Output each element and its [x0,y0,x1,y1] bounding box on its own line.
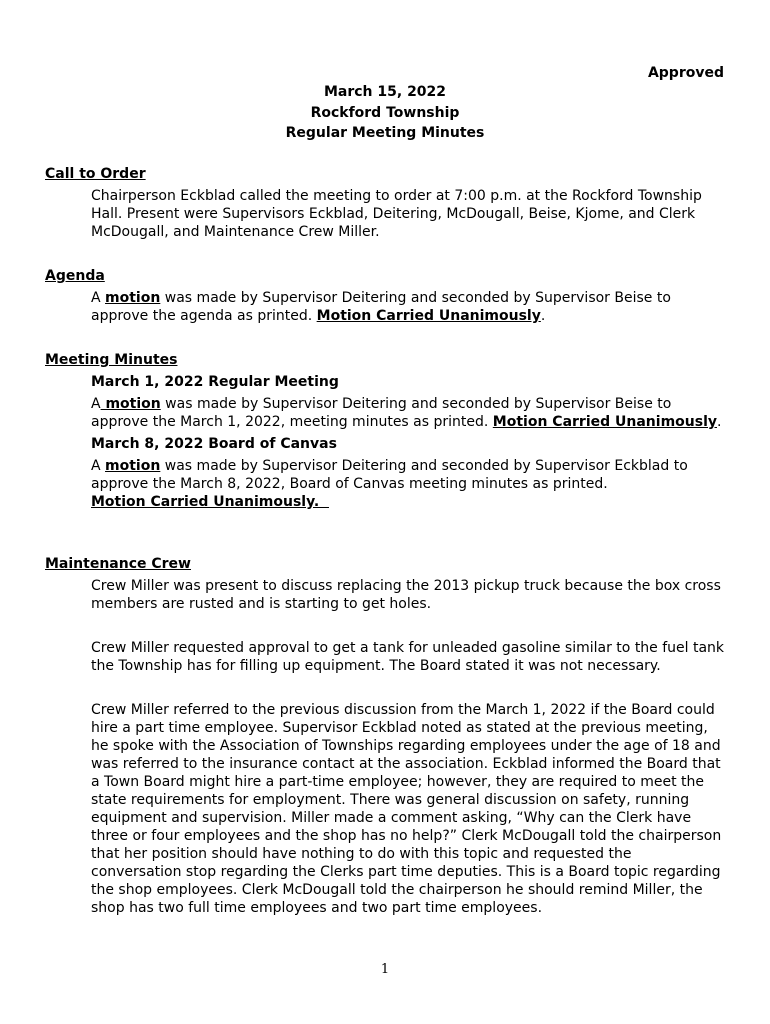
motion-word: motion [105,290,161,306]
section-call-to-order [45,165,725,241]
motion-carried: Motion Carried Unanimously. [91,494,329,510]
motion-carried: Motion Carried Unanimously [492,414,717,430]
motion-carried: Motion Carried Unanimously [316,308,541,324]
maintenance-paragraph-3: Crew Miller referred to the previous discussion from the March 1, 2022 if the Board could hire a part time employee. Supervisor Eckblad noted as stated at the previous meeting, he spoke with the Association of Townships regarding employees under the age of 18 and was referred to the insurance contact at the association. Eckblad informed the Board that a Town Board might hire a part-time employee; however, they are required to meet the state requirements for employment. There was general discussion on safety, running equipment and supervision. Miller made a comment asking, “Why can the Clerk have three or four employees and the shop has no help?” Clerk McDougall told the chairperson that her position should have nothing to do with this topic and requested the conversation stop regarding the Clerks part time deputies. This is a Board topic regarding the shop employees. Clerk McDougall told the chairperson he should remind Miller, the shop has two full time employees and two part time employees. [91,702,722,916]
approval-status: Approved [647,65,724,81]
document-title: Regular Meeting Minutes [285,125,485,141]
subheading-march-8: March 8, 2022 Board of Canvas [91,436,337,452]
agenda-motion-text: A motion was made by Supervisor Deitering and seconded by Supervisor Beise to approve the agenda as printed. Motion Carried Unanimously. [91,290,671,324]
section-heading: Maintenance Crew [45,556,191,572]
organization-name: Rockford Township [310,104,460,121]
section-maintenance-crew [45,555,725,917]
section-heading: Call to Order [45,166,146,182]
maintenance-paragraph-2: Crew Miller requested approval to get a tank for unleaded gasoline similar to the fuel tank the Township has for filling up equipment. The Board stated it was not necessary. [91,640,725,674]
section-heading: Agenda [45,268,105,284]
march-1-motion-text: A motion was made by Supervisor Deitering and seconded by Supervisor Beise to approve the March 1, 2022, meeting minutes as printed. Motion Carried Unanimously. [91,396,722,430]
section-heading: Meeting Minutes [45,352,178,368]
page-number: 1 [380,962,390,977]
section-agenda [45,267,725,325]
march-8-motion-text: A motion was made by Supervisor Deitering and seconded by Supervisor Eckblad to approve the March 8, 2022, Board of Canvas meeting minutes as printed. Motion Carried Unanimously. [91,458,688,510]
motion-word: motion [105,458,161,474]
subheading-march-1: March 1, 2022 Regular Meeting [91,374,339,390]
title-block [0,82,770,144]
maintenance-paragraph-1: Crew Miller was present to discuss replacing the 2013 pickup truck because the box cross members are rusted and is starting to get holes. [91,578,721,612]
section-meeting-minutes [45,351,725,511]
section-text: Chairperson Eckblad called the meeting to order at 7:00 p.m. at the Rockford Township Hall. Present were Supervisors Eckblad, Deitering, McDougall, Beise, Kjome, and Clerk McDougall, and Maintenance Crew Miller. [91,188,702,240]
motion-word: motion [100,396,161,412]
meeting-date: March 15, 2022 [323,84,447,100]
